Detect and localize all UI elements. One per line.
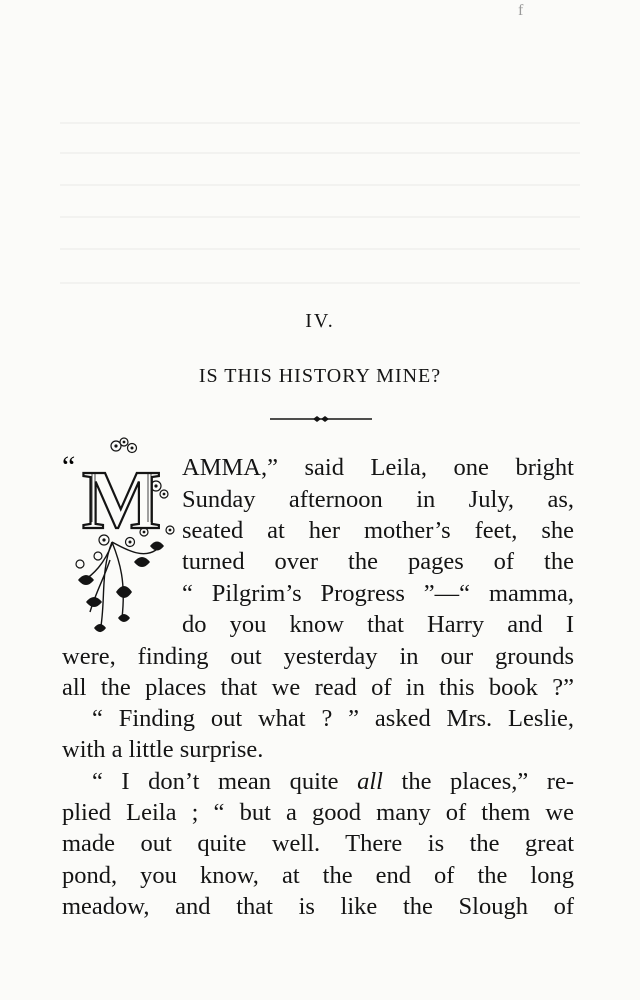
text-line-2: Sunday afternoon in July, as, [182,486,574,513]
text-line-11-start: “ I don’t mean quite [92,768,358,795]
drop-cap-opening-quote: “ [62,450,76,483]
drop-cap-letter: M [82,454,162,547]
text-line-14: pond, you know, at the end of the long [62,862,574,889]
chapter-title: IS THIS HISTORY MINE? [198,365,442,387]
chapter-number: IV. [305,310,335,332]
text-line-12: plied Leila ; “ but a good many of them we [62,799,574,826]
text-line-3: seated at her mother’s feet, she [182,517,574,544]
text-line-9: “ Finding out what ? ” asked Mrs. Leslie, [92,705,574,732]
text-line-13: made out quite well. There is the great [62,830,574,857]
chapter-ornament-rule [270,414,372,424]
text-line-1: AMMA,” said Leila, one bright [182,454,574,481]
drop-cap-illustration [60,432,178,638]
text-line-11 [92,766,574,798]
text-line-4: turned over the pages of the [182,548,574,575]
text-line-10: with a little surprise. [62,736,264,763]
text-line-5: “ Pilgrim’s Progress ”—“ mamma, [182,580,574,607]
text-line-7: were, finding out yesterday in our grounds [62,643,574,670]
text-line-11-end: the places,” re- [383,768,574,795]
text-line-11-emphasis: all [357,768,383,795]
text-line-15: meadow, and that is like the Slough of [62,893,574,920]
text-line-8: all the places that we read of in this book ?” [62,674,574,701]
page-corner-mark: f [518,2,524,19]
text-line-6: do you know that Harry and I [182,611,574,638]
